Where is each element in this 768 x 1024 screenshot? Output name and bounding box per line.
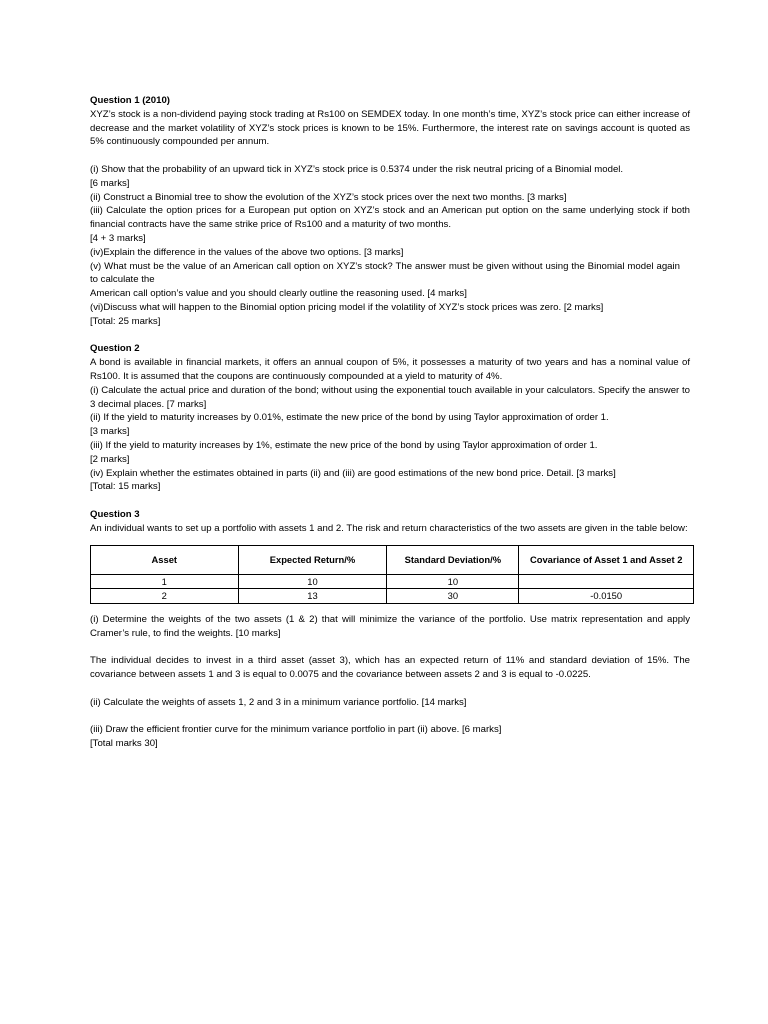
q1-total: [Total: 25 marks] <box>90 315 161 327</box>
table-header-asset: Asset <box>91 545 239 574</box>
q2-part-i: (i) Calculate the actual price and duration of the bond; without using the exponential touch available in your calculators. Specify the answer to 3 decimal places. [7 marks] <box>90 384 690 410</box>
spacer <box>90 682 690 696</box>
spacer <box>90 494 690 508</box>
table-cell: -0.0150 <box>519 589 694 604</box>
q3-total: [Total marks 30] <box>90 738 158 750</box>
q3-intro: An individual wants to set up a portfolio with assets 1 and 2. The risk and return characteristics of the two assets are given in the table below: <box>90 522 688 534</box>
table-header-expected-return: Expected Return/% <box>238 545 387 574</box>
table-cell: 1 <box>91 574 239 589</box>
q2-part-iii-marks: [2 marks] <box>90 453 130 465</box>
question-1-intro: XYZ’s stock is a non-dividend paying stock trading at Rs100 on SEMDEX today. In one month’s time, XYZ’s stock price can either increase of decrease and the market volatility of XYZ’s stock prices is known to be 15%. Furthermore, the interest rate on savings account is quoted as 5% continuously compounded per annum. <box>90 108 690 148</box>
exam-document <box>90 94 690 751</box>
spacer <box>90 149 690 163</box>
q2-intro: A bond is available in financial markets, it offers an annual coupon of 5%, it possesses a maturity of two years and has a nominal value of Rs100. It is assumed that the coupons are continuously compounded at a yield to maturity of 4%. <box>90 357 690 382</box>
table-row <box>91 574 694 589</box>
question-1 <box>90 94 690 329</box>
asset-table <box>90 545 694 605</box>
question-2-heading: Question 2 <box>90 343 140 355</box>
q2-total: [Total: 15 marks] <box>90 481 161 493</box>
q3-asset-3-description: The individual decides to invest in a third asset (asset 3), which has an expected return of 11% and standard deviation of 15%. The covariance between assets 1 and 3 is equal to 0.0075 and the covariance between assets 2 and 3 is equal to -0.0225. <box>90 655 690 681</box>
question-3-heading: Question 3 <box>90 508 140 520</box>
q2-part-ii-marks: [3 marks] <box>90 426 130 438</box>
q1-part-v: (v) What must be the value of an American call option on XYZ’s stock? The answer must be given without using the Binomial model again to calculate the <box>90 260 680 286</box>
q2-part-iii: (iii) If the yield to maturity increases by 1%, estimate the new price of the bond by using Taylor approximation of order 1. <box>90 439 598 451</box>
q1-part-i: (i) Show that the probability of an upward tick in XYZ’s stock price is 0.5374 under the risk neutral pricing of a Binomial model. <box>90 163 624 175</box>
table-header-standard-deviation: Standard Deviation/% <box>387 545 519 574</box>
spacer <box>90 329 690 343</box>
q2-part-ii: (ii) If the yield to maturity increases by 0.01%, estimate the new price of the bond by using Taylor approximation of order 1. <box>90 412 609 424</box>
q1-part-iii: (iii) Calculate the option prices for a European put option on XYZ’s stock and an American put option on the same underlying stock if both financial contracts have the same strike price of Rs100 and a maturity of two months. <box>90 205 690 231</box>
table-cell: 2 <box>91 589 239 604</box>
table-row <box>91 589 694 604</box>
question-3 <box>90 508 690 751</box>
table-cell: 30 <box>387 589 519 604</box>
q1-part-vi: (vi)Discuss what will happen to the Binomial option pricing model if the volatility of XYZ’s stock prices was zero. [2 marks] <box>90 301 604 313</box>
q1-part-iv: (iv)Explain the difference in the values of the above two options. [3 marks] <box>90 246 404 258</box>
spacer <box>90 641 690 655</box>
table-cell: 10 <box>238 574 387 589</box>
table-header-row <box>91 545 694 574</box>
question-1-heading: Question 1 (2010) <box>90 95 170 106</box>
q1-part-v-cont: American call option’s value and you should clearly outline the reasoning used. [4 marks] <box>90 288 467 300</box>
q1-part-i-marks: [6 marks] <box>90 177 130 189</box>
q3-part-ii: (ii) Calculate the weights of assets 1, 2 and 3 in a minimum variance portfolio. [14 marks] <box>90 696 467 708</box>
table-cell <box>519 574 694 589</box>
q3-part-i: (i) Determine the weights of the two assets (1 & 2) that will minimize the variance of the portfolio. Use matrix representation and apply Cramer’s rule, to find the weights. [10 marks] <box>90 614 690 639</box>
table-header-covariance: Covariance of Asset 1 and Asset 2 <box>519 545 694 574</box>
q3-part-iii: (iii) Draw the efficient frontier curve for the minimum variance portfolio in part (ii) above. [6 marks] <box>90 724 502 736</box>
q1-part-iii-marks: [4 + 3 marks] <box>90 232 146 244</box>
question-2 <box>90 342 690 494</box>
table-cell: 13 <box>238 589 387 604</box>
spacer <box>90 710 690 724</box>
q2-part-iv: (iv) Explain whether the estimates obtained in parts (ii) and (iii) are good estimations of the new bond price. Detail. [3 marks] <box>90 467 616 479</box>
table-cell: 10 <box>387 574 519 589</box>
q1-part-ii: (ii) Construct a Binomial tree to show the evolution of the XYZ’s stock prices over the next two months. [3 marks] <box>90 191 567 203</box>
